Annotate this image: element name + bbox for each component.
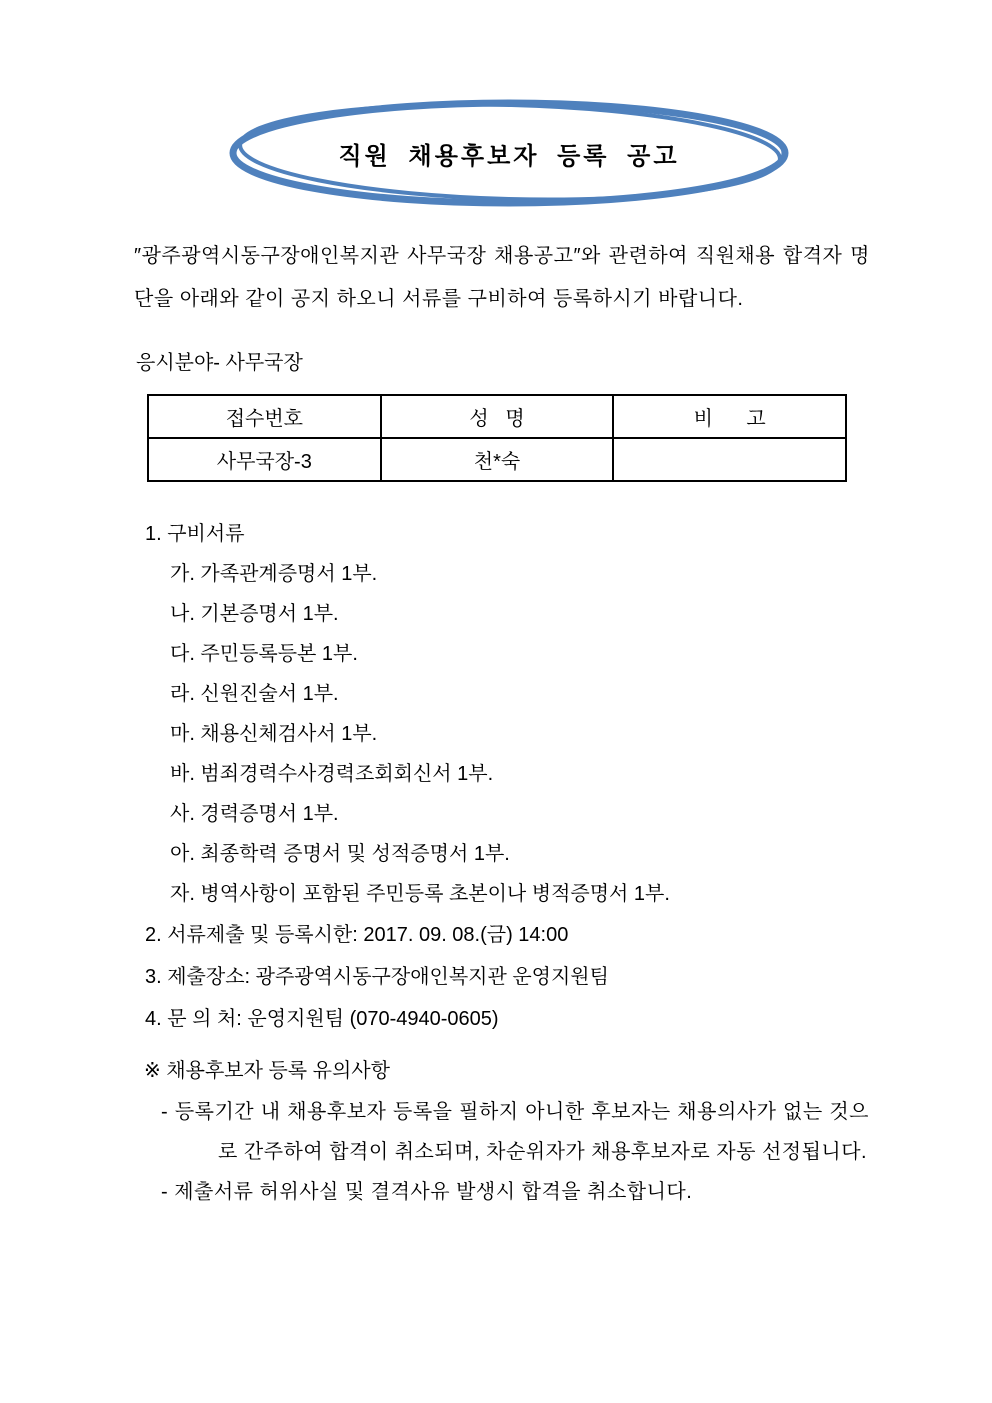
title-ellipse: [228, 97, 790, 209]
requirement-item: 아. 최종학력 증명서 및 성적증명서 1부.: [170, 843, 510, 865]
table-header-receipt-number: 접수번호: [148, 395, 381, 438]
table-header-row: [148, 395, 846, 438]
location-line: 3. 제출장소: 광주광역시동구장애인복지관 운영지원팀: [145, 966, 609, 988]
requirements-heading: 1. 구비서류: [145, 523, 245, 545]
requirement-item: 사. 경력증명서 1부.: [170, 803, 339, 825]
table-row: [148, 438, 846, 481]
table-cell-name: 천*숙: [381, 438, 614, 481]
table-cell-receipt-number: 사무국장-3: [148, 438, 381, 481]
intro-paragraph: ″광주광역시동구장애인복지관 사무국장 채용공고″와 관련하여 직원채용 합격자 명단을 아래와 같이 공지 하오니 서류를 구비하여 등록하시기 바랍니다.: [134, 245, 870, 310]
deadline-line: 2. 서류제출 및 등록시한: 2017. 09. 08.(금) 14:00: [145, 924, 569, 946]
notice-bullet: - 등록기간 내 채용후보자 등록을 필하지 아니한 후보자는 채용의사가 없는 것으로 간주하여 합격이 취소되며, 차순위자가 채용후보자로 자동 선정됩니다.: [161, 1101, 869, 1163]
requirement-item: 나. 기본증명서 1부.: [170, 603, 339, 625]
page-title: 직원 채용후보자 등록 공고: [338, 142, 680, 170]
applicant-table: [147, 394, 847, 482]
requirement-item: 바. 범죄경력수사경력조회회신서 1부.: [170, 763, 494, 785]
notice-heading: ※ 채용후보자 등록 유의사항: [144, 1060, 390, 1082]
table-header-remarks: 비 고: [613, 395, 846, 438]
requirement-item: 자. 병역사항이 포함된 주민등록 초본이나 병적증명서 1부.: [170, 883, 670, 905]
field-label: 응시분야- 사무국장: [136, 352, 303, 374]
table-header-name: 성 명: [381, 395, 614, 438]
contact-line: 4. 문 의 처: 운영지원팀 (070-4940-0605): [145, 1008, 499, 1030]
requirement-item: 가. 가족관계증명서 1부.: [170, 563, 378, 585]
notice-bullet: - 제출서류 허위사실 및 결격사유 발생시 합격을 취소합니다.: [161, 1181, 693, 1203]
requirement-item: 마. 채용신체검사서 1부.: [170, 723, 378, 745]
table-cell-remarks: [613, 438, 846, 481]
requirement-item: 다. 주민등록등본 1부.: [170, 643, 358, 665]
requirement-item: 라. 신원진술서 1부.: [170, 683, 339, 705]
